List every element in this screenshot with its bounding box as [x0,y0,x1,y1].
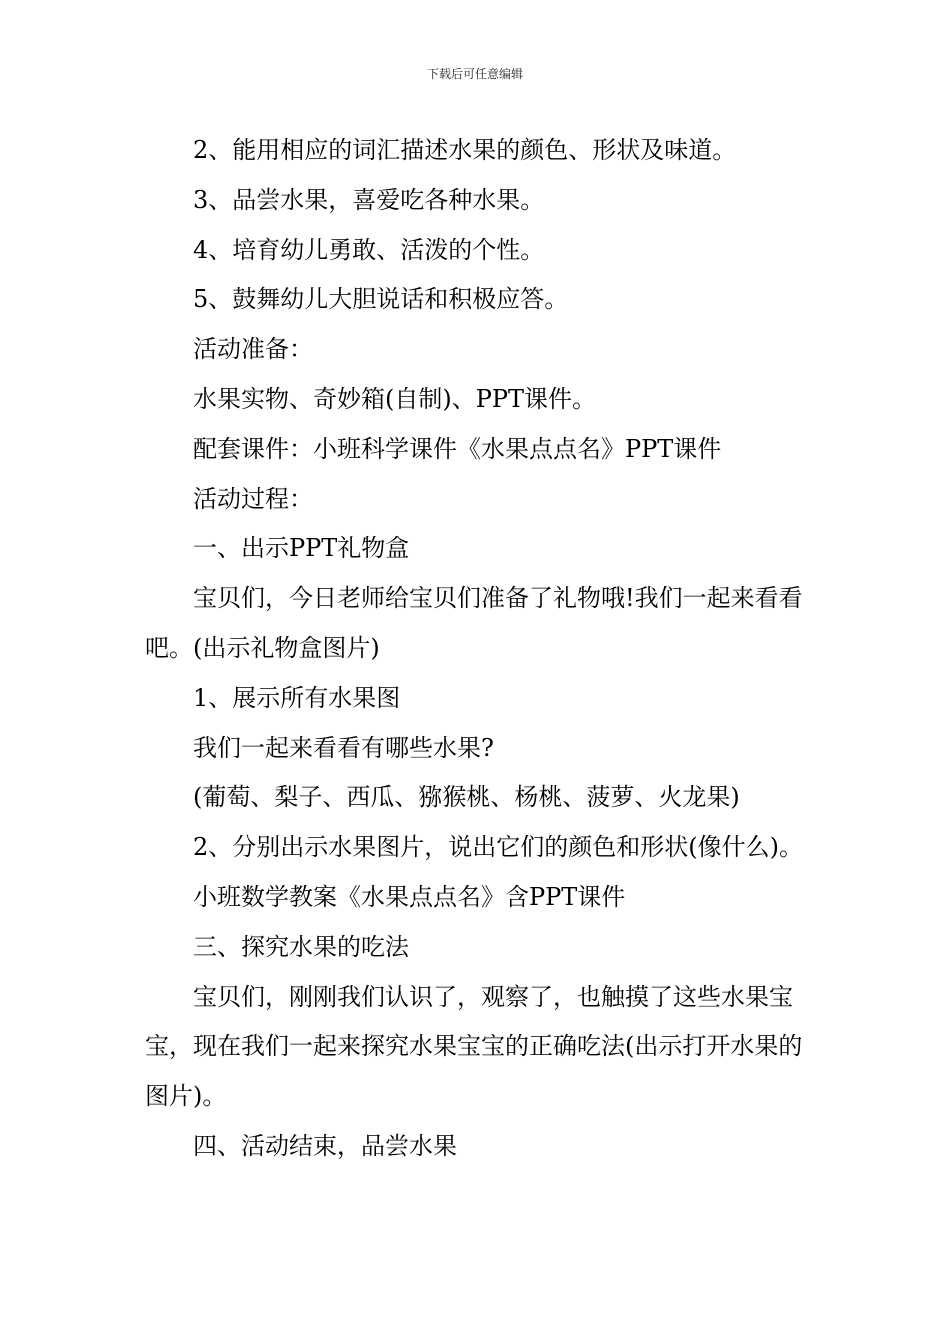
substep-2-paragraph: 2、分别出示水果图片，说出它们的颜色和形状(像什么)。 [193,833,803,862]
page-header: 下载后可任意编辑 [426,67,523,81]
step-one-heading: 一、出示PPT礼物盒 [193,534,410,563]
paragraph-lesson-title: 小班数学教案《水果点点名》含PPT课件 [193,882,626,911]
paragraph-objective-4: 4、培育幼儿勇敢、活泼的个性。 [193,235,545,264]
paragraph-question: 我们一起来看看有哪些水果? [193,733,494,762]
heading-preparation: 活动准备： [193,335,313,364]
substep-1-heading: 1、展示所有水果图 [193,683,401,712]
step-three-heading: 三、探究水果的吃法 [193,932,409,961]
paragraph-gift-box: 宝贝们，今日老师给宝贝们准备了礼物哦!我们一起来看看吧。(出示礼物盒图片) [145,584,803,662]
paragraph-objective-2: 2、能用相应的词汇描述水果的颜色、形状及味道。 [193,136,737,164]
paragraph-materials: 水果实物、奇妙箱(自制)、PPT课件。 [193,384,597,413]
paragraph-courseware: 配套课件：小班科学课件《水果点点名》PPT课件 [193,434,722,463]
heading-process: 活动过程： [193,484,313,513]
paragraph-objective-3: 3、品尝水果，喜爱吃各种水果。 [193,185,545,214]
document-body [145,126,810,1172]
paragraph-fruit-list: (葡萄、梨子、西瓜、猕猴桃、杨桃、菠萝、火龙果) [193,783,740,812]
paragraph-objective-5: 5、鼓舞幼儿大胆说话和积极应答。 [193,285,569,314]
paragraph-explore: 宝贝们，刚刚我们认识了，观察了，也触摸了这些水果宝宝，现在我们一起来探究水果宝宝的正确吃法(出示打开水果的图片)。 [145,982,803,1111]
step-four-heading: 四、活动结束，品尝水果 [193,1131,457,1160]
